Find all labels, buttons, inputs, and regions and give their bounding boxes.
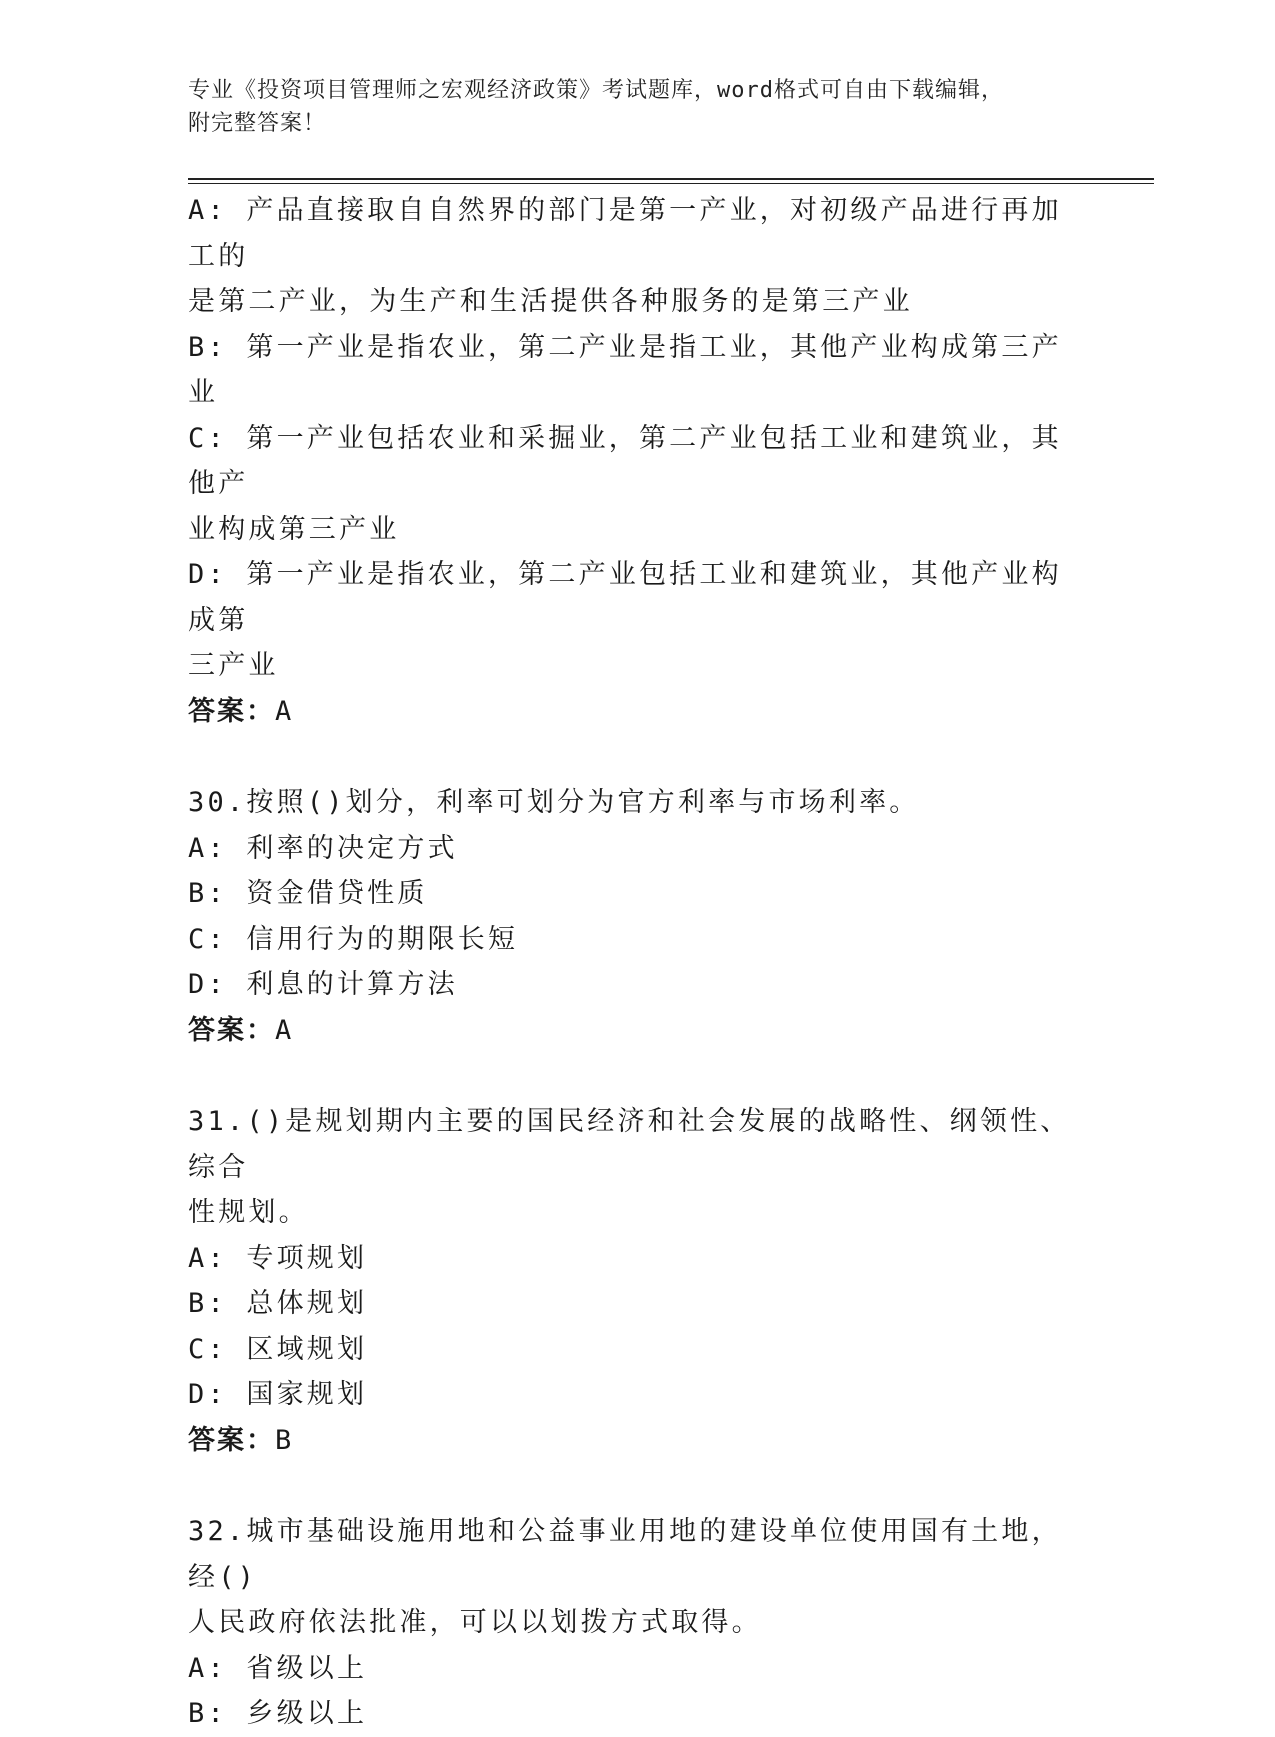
question-content [188, 188, 1088, 1737]
answer-value: A [275, 695, 295, 727]
option-c-line-1: C: 第一产业包括农业和采掘业，第二产业包括工业和建筑业，其他产 [188, 422, 1062, 499]
option-a-line-1: A: 产品直接取自自然界的部门是第一产业，对初级产品进行再加工的 [188, 195, 1062, 272]
question-stem: 30.按照()划分，利率可划分为官方利率与市场利率。 [188, 787, 920, 818]
option-a: A: 利率的决定方式 [188, 832, 458, 864]
answer-value: B [275, 1424, 295, 1456]
option-a: A: 省级以上 [188, 1652, 368, 1684]
option-c: C: 信用行为的期限长短 [188, 923, 519, 955]
option-c-line-2: 业构成第三产业 [188, 513, 400, 545]
spacer [188, 1463, 1088, 1509]
document-header [188, 74, 1088, 140]
question-stem-line-2: 性规划。 [188, 1197, 309, 1228]
header-divider-thin [188, 183, 1154, 184]
option-a: A: 专项规划 [188, 1242, 368, 1274]
question-stem-line-1: 31.()是规划期内主要的国民经济和社会发展的战略性、纲领性、综合 [188, 1106, 1071, 1183]
option-a-line-2: 是第二产业，为生产和生活提供各种服务的是第三产业 [188, 286, 913, 317]
option-d-line-1: D: 第一产业是指农业，第二产业包括工业和建筑业，其他产业构成第 [188, 559, 1062, 636]
question-stem-line-2: 人民政府依法批准，可以以划拨方式取得。 [188, 1607, 762, 1638]
header-line-2: 附完整答案！ [188, 111, 327, 136]
header-line-1: 专业《投资项目管理师之宏观经济政策》考试题库，word格式可自由下载编辑， [188, 78, 1004, 103]
spacer [188, 734, 1088, 780]
answer-value: A [275, 1014, 295, 1046]
option-b: B: 第一产业是指农业，第二产业是指工业，其他产业构成第三产业 [188, 331, 1062, 408]
question-29 [188, 188, 1088, 734]
option-d: D: 利息的计算方法 [188, 969, 458, 1000]
answer-label: 答案： [188, 1014, 275, 1046]
header-divider-thick [188, 178, 1154, 180]
question-31 [188, 1099, 1088, 1463]
answer-label: 答案： [188, 1424, 275, 1456]
answer-line [188, 1008, 1088, 1054]
option-c: C: 区域规划 [188, 1333, 368, 1365]
question-32 [188, 1509, 1088, 1737]
option-d-line-2: 三产业 [188, 650, 279, 681]
spacer [188, 1053, 1088, 1099]
option-b: B: 资金借贷性质 [188, 878, 428, 909]
question-stem-line-1: 32.城市基础设施用地和公益事业用地的建设单位使用国有土地，经() [188, 1516, 1062, 1593]
answer-line [188, 1418, 1088, 1464]
option-b: B: 乡级以上 [188, 1698, 368, 1729]
question-30 [188, 780, 1088, 1053]
answer-line [188, 689, 1088, 735]
answer-label: 答案： [188, 695, 275, 727]
option-b: B: 总体规划 [188, 1288, 368, 1319]
option-d: D: 国家规划 [188, 1379, 368, 1410]
